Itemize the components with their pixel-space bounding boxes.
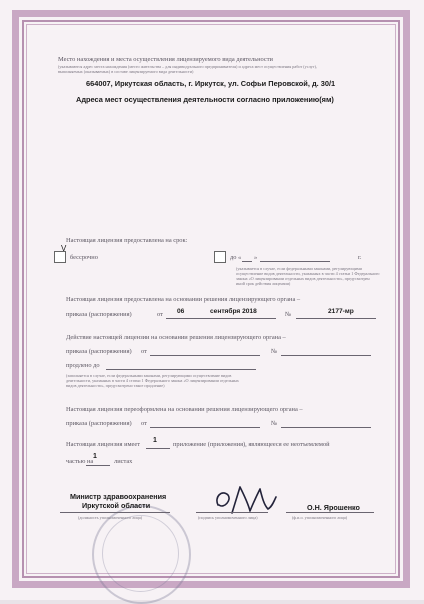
until-month-line <box>260 261 330 262</box>
basis-month-year: сентября 2018 <box>210 308 257 315</box>
basis-from: от <box>157 311 163 318</box>
signer-name: О.Н. Ярошенко <box>307 503 360 512</box>
appendix-sheets-line <box>86 465 110 466</box>
official-seal-inner <box>102 515 179 592</box>
appendix-count: 1 <box>153 437 157 444</box>
name-note: (ф.и.о. уполномоченного лица) <box>292 515 348 520</box>
reissue-number-line <box>281 427 371 428</box>
until-label: до « <box>230 254 242 261</box>
extension-no: № <box>271 348 278 355</box>
until-g: г. <box>358 254 362 261</box>
appendix-text-c: частью на <box>66 458 94 465</box>
signer-position-2: Иркутской области <box>82 501 151 510</box>
location-note-2: выполняемых (оказываемых) в составе лицензируемого вида деятельности) <box>58 69 194 74</box>
basis-no: № <box>285 311 292 318</box>
reissue-line-2: приказа (распоряжения) <box>66 420 132 427</box>
extension-line-2: приказа (распоряжения) <box>66 348 132 355</box>
basis-number-line <box>296 318 376 319</box>
term-note-2: осуществление видов деятельности, указанных в части 4 статьи 1 Федерального <box>236 271 380 276</box>
appendix-count-line <box>146 448 170 449</box>
extension-until-line <box>106 369 256 370</box>
appendix-text-a: Настоящая лицензия имеет <box>66 441 141 448</box>
reissue-from: от <box>141 420 147 427</box>
extension-note-3: видов деятельности», предусмотрено такое продление) <box>66 383 165 388</box>
position-note: (должность уполномоченного лица) <box>78 515 143 520</box>
extension-note-1: (заполняется в случае, если федеральными законами, регулирующими осуществление видов <box>66 373 232 378</box>
term-note-4: иной срок действия лицензии) <box>236 281 291 286</box>
reissue-date-line <box>150 427 260 428</box>
until-day-line <box>242 261 252 262</box>
extension-line-1: Действие настоящей лицензии на основании решения лицензирующего органа – <box>66 334 286 341</box>
indefinite-label: бессрочно <box>70 254 98 261</box>
until-mid: » <box>254 254 258 261</box>
appendix-text-d: листах <box>114 458 133 465</box>
basis-line-1: Настоящая лицензия предоставлена на основании решения лицензирующего органа – <box>66 296 301 303</box>
basis-date-line <box>166 318 276 319</box>
name-line <box>286 512 374 513</box>
signature-note: (подпись уполномоченного лица) <box>198 515 258 520</box>
annex-text: Адреса мест осуществления деятельности согласно приложению(ям) <box>76 95 334 104</box>
extension-from: от <box>141 348 147 355</box>
basis-line-2: приказа (распоряжения) <box>66 311 132 318</box>
extension-number-line <box>281 355 371 356</box>
extension-note-2: деятельности, указанных в части 4 статьи 1 Федерального закона «О лицензировании отдельных <box>66 378 239 383</box>
basis-number: 2177-мр <box>328 308 354 315</box>
location-note-1: (указываются адрес места нахождения (место жительства – для индивидуального предпринимателя) и адреса мест осуществления работ (услуг), <box>58 64 317 69</box>
until-checkbox <box>214 251 226 263</box>
check-mark: V <box>61 244 67 253</box>
address-text: 664007, Иркутская область, г. Иркутск, ул. Софьи Перовской, д. 30/1 <box>86 79 336 88</box>
signature-line <box>196 512 268 513</box>
appendix-sheets: 1 <box>93 453 97 460</box>
signer-position-1: Министр здравоохранения <box>70 492 167 501</box>
term-label: Настоящая лицензия предоставлена на срок: <box>66 237 188 244</box>
reissue-no: № <box>271 420 278 427</box>
handwritten-signature <box>212 483 278 519</box>
term-note-1: (указывается в случае, если федеральными законами, регулирующими <box>236 266 362 271</box>
position-line <box>60 512 170 513</box>
term-note-3: закона «О лицензировании отдельных видов деятельности», предусмотрен <box>236 276 370 281</box>
extension-date-line <box>150 355 260 356</box>
location-heading: Место нахождения и места осуществления лицензируемого вида деятельности <box>58 56 273 63</box>
extension-until: продлено до <box>66 362 100 369</box>
basis-day: 06 <box>177 308 185 315</box>
reissue-line-1: Настоящая лицензия переоформлена на основании решения лицензирующего органа – <box>66 406 303 413</box>
appendix-text-b: приложение (приложения), являющееся ее неотъемлемой <box>173 441 330 448</box>
